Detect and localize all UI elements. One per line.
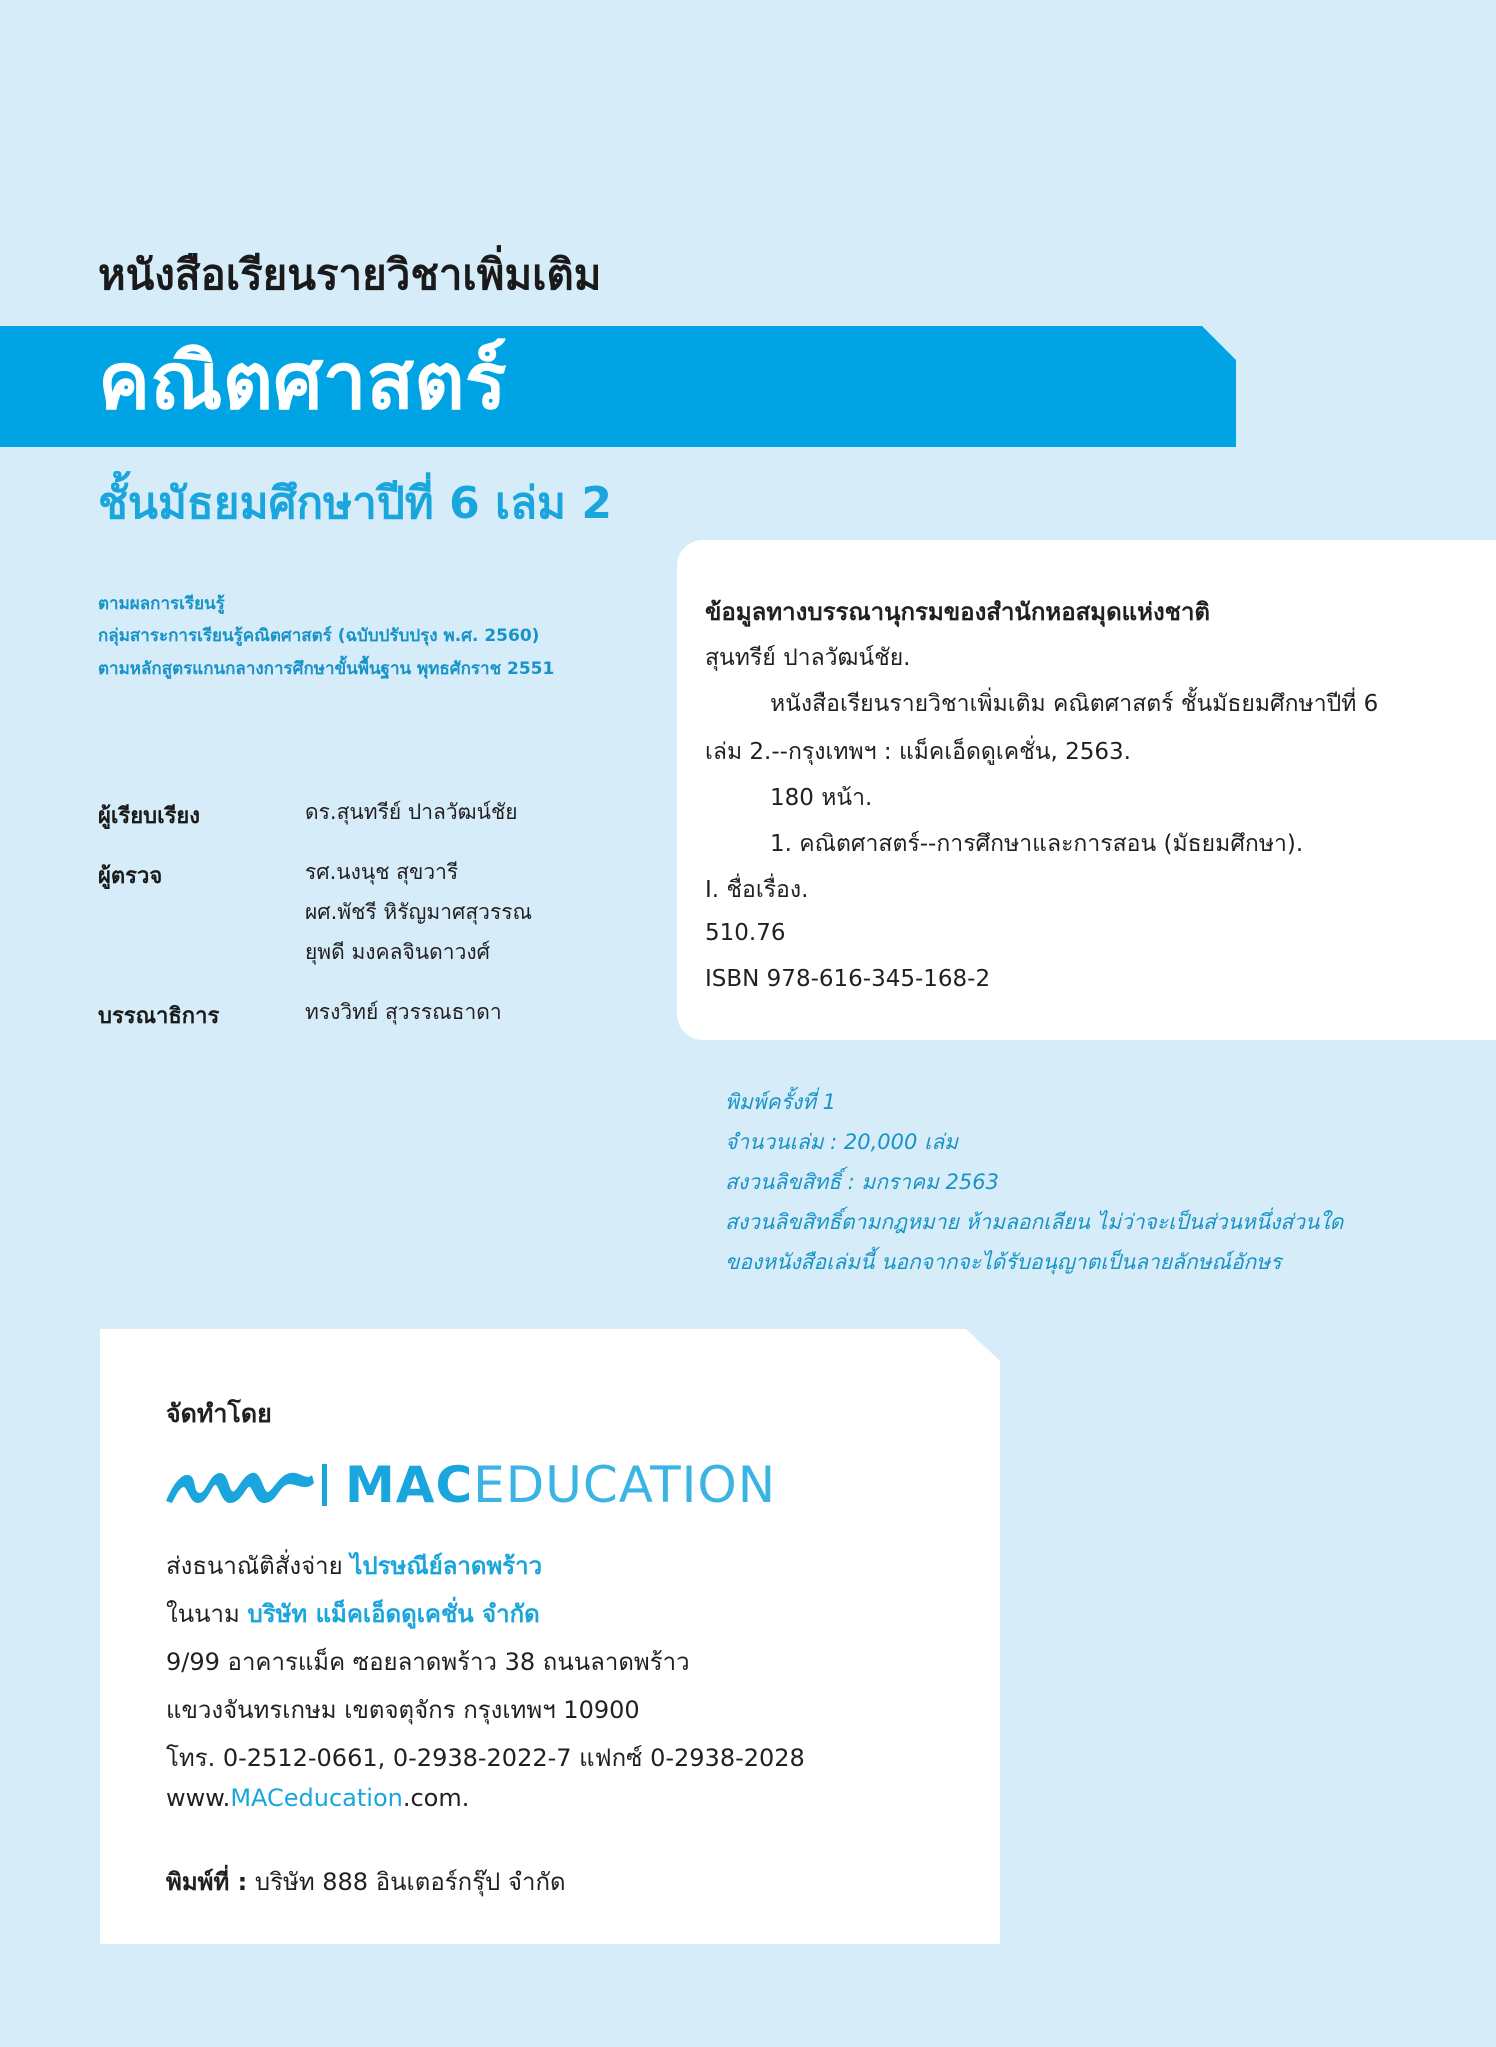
reviewer-name: ผศ.พัชรี หิรัญมาศสุวรรณ — [305, 900, 532, 924]
reviewer-name: รศ.นงนุช สุขวารี — [305, 860, 459, 884]
cip-title-line: เล่ม 2.--กรุงเทพฯ : แม็คเอ็ดดูเคชั่น, 2563. — [705, 739, 1131, 765]
address-line: 9/99 อาคารแม็ค ซอยลาดพร้าว 38 ถนนลาดพร้าว — [166, 1648, 690, 1676]
cip-pages: 180 หน้า. — [770, 785, 873, 811]
produced-by-label: จัดทำโดย — [166, 1399, 272, 1428]
cip-title-entry: I. ชื่อเรื่อง. — [705, 877, 809, 903]
curriculum-line: ตามหลักสูตรแกนกลางการศึกษาขั้นพื้นฐาน พุทธศักราช 2551 — [98, 659, 555, 679]
cip-title-line: หนังสือเรียนรายวิชาเพิ่มเติม คณิตศาสตร์ ชั้นมัธยมศึกษาปีที่ 6 — [770, 691, 1379, 717]
author-name: ดร.สุนทรีย์ ปาลวัฒน์ชัย — [305, 800, 518, 824]
editor-name: ทรงวิทย์ สุวรรณธาดา — [305, 1000, 502, 1024]
website-link[interactable]: www.MACeducation.com. — [166, 1784, 470, 1812]
curriculum-line: ตามผลการเรียนรู้ — [98, 594, 225, 614]
money-order-line: ส่งธนาณัติสั่งจ่าย ไปรษณีย์ลาดพร้าว — [166, 1552, 543, 1580]
printing-line: ของหนังสือเล่มนี้ นอกจากจะได้รับอนุญาตเป็นลายลักษณ์อักษร — [725, 1250, 1282, 1274]
logo-wordmark: MACEDUCATION — [345, 1456, 777, 1514]
address-line: แขวงจันทรเกษม เขตจตุจักร กรุงเทพฯ 10900 — [166, 1696, 640, 1724]
author-label: ผู้เรียบเรียง — [98, 804, 201, 829]
series-title: หนังสือเรียนรายวิชาเพิ่มเติม — [98, 250, 602, 299]
payee-line: ในนาม บริษัท แม็คเอ็ดดูเคชั่น จำกัด — [166, 1600, 540, 1628]
printing-line: พิมพ์ครั้งที่ 1 — [725, 1090, 836, 1114]
phone-line: โทร. 0-2512-0661, 0-2938-2022-7 แฟกซ์ 0-2938-2028 — [166, 1744, 805, 1772]
mac-logo-icon — [166, 1463, 316, 1507]
printing-line: จำนวนเล่ม : 20,000 เล่ม — [725, 1130, 958, 1154]
logo-divider — [322, 1464, 327, 1506]
mac-education-logo — [166, 1456, 776, 1514]
printing-line: สงวนลิขสิทธิ์ : มกราคม 2563 — [725, 1170, 999, 1194]
cip-isbn: ISBN 978-616-345-168-2 — [705, 966, 991, 992]
editor-label: บรรณาธิการ — [98, 1004, 220, 1029]
printer-line: พิมพ์ที่ : บริษัท 888 อินเตอร์กรุ๊ป จำกัด — [166, 1868, 566, 1896]
grade-title: ชั้นมัธยมศึกษาปีที่ 6 เล่ม 2 — [98, 478, 612, 529]
reviewer-label: ผู้ตรวจ — [98, 864, 163, 889]
cip-subject: 1. คณิตศาสตร์--การศึกษาและการสอน (มัธยมศึกษา). — [770, 831, 1304, 857]
cip-heading: ข้อมูลทางบรรณานุกรมของสำนักหอสมุดแห่งชาติ — [705, 598, 1211, 626]
printing-line: สงวนลิขสิทธิ์ตามกฎหมาย ห้ามลอกเลียน ไม่ว่าจะเป็นส่วนหนึ่งส่วนใด — [725, 1210, 1344, 1234]
cip-classification: 510.76 — [705, 920, 786, 946]
main-title: คณิตศาสตร์ — [98, 337, 507, 427]
curriculum-line: กลุ่มสาระการเรียนรู้คณิตศาสตร์ (ฉบับปรับปรุง พ.ศ. 2560) — [98, 626, 540, 646]
reviewer-name: ยุพดี มงคลจินดาวงศ์ — [305, 940, 490, 964]
cip-author: สุนทรีย์ ปาลวัฒน์ชัย. — [705, 645, 911, 671]
